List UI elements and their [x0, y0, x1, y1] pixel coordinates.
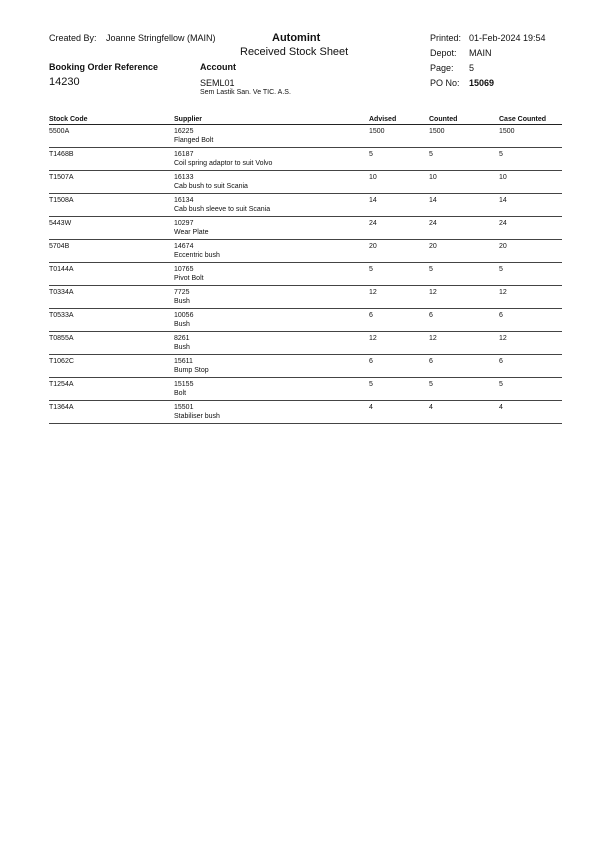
counted-cell: 12 [429, 332, 499, 355]
company-name: Automint [272, 32, 321, 44]
item-description: Flanged Bolt [174, 137, 214, 144]
created-by-value: Joanne Stringfellow (MAIN) [106, 33, 216, 43]
advised-cell: 12 [369, 332, 429, 355]
po-label: PO No: [430, 78, 460, 88]
table-row [49, 355, 562, 378]
stock-code-cell: T1062C [49, 355, 174, 378]
case-counted-cell: 4 [499, 401, 562, 424]
counted-cell: 6 [429, 309, 499, 332]
supplier-cell [174, 240, 369, 263]
table-row [49, 401, 562, 424]
advised-cell: 20 [369, 240, 429, 263]
supplier-code: 10765 [174, 266, 194, 273]
supplier-code: 15611 [174, 358, 193, 365]
table-row [49, 240, 562, 263]
item-description: Eccentric bush [174, 252, 220, 259]
case-counted-cell: 24 [499, 217, 562, 240]
supplier-code: 16187 [174, 151, 194, 158]
supplier-cell [174, 217, 369, 240]
stock-code-cell: T1364A [49, 401, 174, 424]
printed-value: 01-Feb-2024 19:54 [469, 33, 546, 43]
advised-cell: 1500 [369, 125, 429, 148]
case-counted-cell: 5 [499, 148, 562, 171]
stock-code-cell: T0334A [49, 286, 174, 309]
supplier-code: 15155 [174, 381, 194, 388]
counted-cell: 24 [429, 217, 499, 240]
supplier-code: 16134 [174, 197, 194, 204]
advised-cell: 4 [369, 401, 429, 424]
case-counted-cell: 5 [499, 378, 562, 401]
item-description: Bolt [174, 390, 187, 397]
account-code: SEML01 [200, 78, 235, 88]
stock-code-cell: T1507A [49, 171, 174, 194]
stock-code-cell: T1508A [49, 194, 174, 217]
table-row [49, 309, 562, 332]
advised-cell: 6 [369, 309, 429, 332]
case-counted-cell: 12 [499, 332, 562, 355]
col-header-case-counted: Case Counted [499, 114, 562, 125]
case-counted-cell: 1500 [499, 125, 562, 148]
page-label: Page: [430, 63, 454, 73]
supplier-code: 7725 [174, 289, 190, 296]
supplier-code: 16133 [174, 174, 194, 181]
case-counted-cell: 20 [499, 240, 562, 263]
booking-ref-value: 14230 [49, 76, 80, 88]
item-description: Pivot Bolt [174, 275, 204, 282]
advised-cell: 5 [369, 263, 429, 286]
counted-cell: 5 [429, 263, 499, 286]
stock-code-cell: T0533A [49, 309, 174, 332]
advised-cell: 24 [369, 217, 429, 240]
col-header-stock-code: Stock Code [49, 114, 174, 125]
item-description: Bush [174, 298, 190, 305]
supplier-cell [174, 125, 369, 148]
advised-cell: 14 [369, 194, 429, 217]
col-header-counted: Counted [429, 114, 499, 125]
account-name: Sem Lastik San. Ve TIC. A.S. [200, 89, 291, 96]
advised-cell: 5 [369, 148, 429, 171]
advised-cell: 6 [369, 355, 429, 378]
advised-cell: 5 [369, 378, 429, 401]
table-header-row [49, 114, 562, 125]
case-counted-cell: 5 [499, 263, 562, 286]
table-row [49, 125, 562, 148]
po-value: 15069 [469, 78, 495, 88]
col-header-supplier: Supplier [174, 114, 369, 125]
item-description: Bump Stop [174, 367, 209, 374]
stock-table [49, 114, 562, 424]
table-row [49, 286, 562, 309]
stock-code-cell: T1254A [49, 378, 174, 401]
supplier-code: 10297 [174, 220, 194, 227]
table-row [49, 378, 562, 401]
item-description: Stabiliser bush [174, 413, 220, 420]
table-row [49, 148, 562, 171]
supplier-code: 15501 [174, 404, 194, 411]
supplier-cell [174, 355, 369, 378]
supplier-cell [174, 148, 369, 171]
supplier-cell [174, 286, 369, 309]
supplier-cell [174, 194, 369, 217]
page-value: 5 [469, 63, 475, 73]
item-description: Coil spring adaptor to suit Volvo [174, 160, 273, 167]
stock-code-cell: T0855A [49, 332, 174, 355]
counted-cell: 20 [429, 240, 499, 263]
case-counted-cell: 6 [499, 309, 562, 332]
stock-code-cell: 5500A [49, 125, 174, 148]
counted-cell: 10 [429, 171, 499, 194]
supplier-code: 8261 [174, 335, 190, 342]
account-label: Account [200, 62, 236, 72]
table-row [49, 332, 562, 355]
supplier-code: 14674 [174, 243, 194, 250]
item-description: Wear Plate [174, 229, 209, 236]
case-counted-cell: 12 [499, 286, 562, 309]
table-row [49, 263, 562, 286]
counted-cell: 5 [429, 378, 499, 401]
item-description: Cab bush sleeve to suit Scania [174, 206, 271, 213]
counted-cell: 6 [429, 355, 499, 378]
stock-code-cell: 5704B [49, 240, 174, 263]
supplier-cell [174, 378, 369, 401]
sheet-title: Received Stock Sheet [240, 46, 349, 58]
depot-value: MAIN [469, 48, 492, 58]
table-row [49, 217, 562, 240]
stock-code-cell: T1468B [49, 148, 174, 171]
stock-code-cell: 5443W [49, 217, 174, 240]
col-header-advised: Advised [369, 114, 429, 125]
table-row [49, 194, 562, 217]
item-description: Bush [174, 344, 190, 351]
printed-label: Printed: [430, 33, 462, 43]
case-counted-cell: 6 [499, 355, 562, 378]
counted-cell: 12 [429, 286, 499, 309]
case-counted-cell: 10 [499, 171, 562, 194]
booking-ref-label: Booking Order Reference [49, 62, 159, 72]
supplier-cell [174, 332, 369, 355]
advised-cell: 10 [369, 171, 429, 194]
created-by-label: Created By: [49, 33, 97, 43]
supplier-code: 10056 [174, 312, 194, 319]
supplier-cell [174, 401, 369, 424]
supplier-cell [174, 263, 369, 286]
counted-cell: 1500 [429, 125, 499, 148]
supplier-code: 16225 [174, 128, 194, 135]
table-row [49, 171, 562, 194]
item-description: Bush [174, 321, 190, 328]
counted-cell: 4 [429, 401, 499, 424]
counted-cell: 5 [429, 148, 499, 171]
item-description: Cab bush to suit Scania [174, 183, 248, 190]
advised-cell: 12 [369, 286, 429, 309]
supplier-cell [174, 309, 369, 332]
supplier-cell [174, 171, 369, 194]
counted-cell: 14 [429, 194, 499, 217]
stock-code-cell: T0144A [49, 263, 174, 286]
case-counted-cell: 14 [499, 194, 562, 217]
depot-label: Depot: [430, 48, 457, 58]
